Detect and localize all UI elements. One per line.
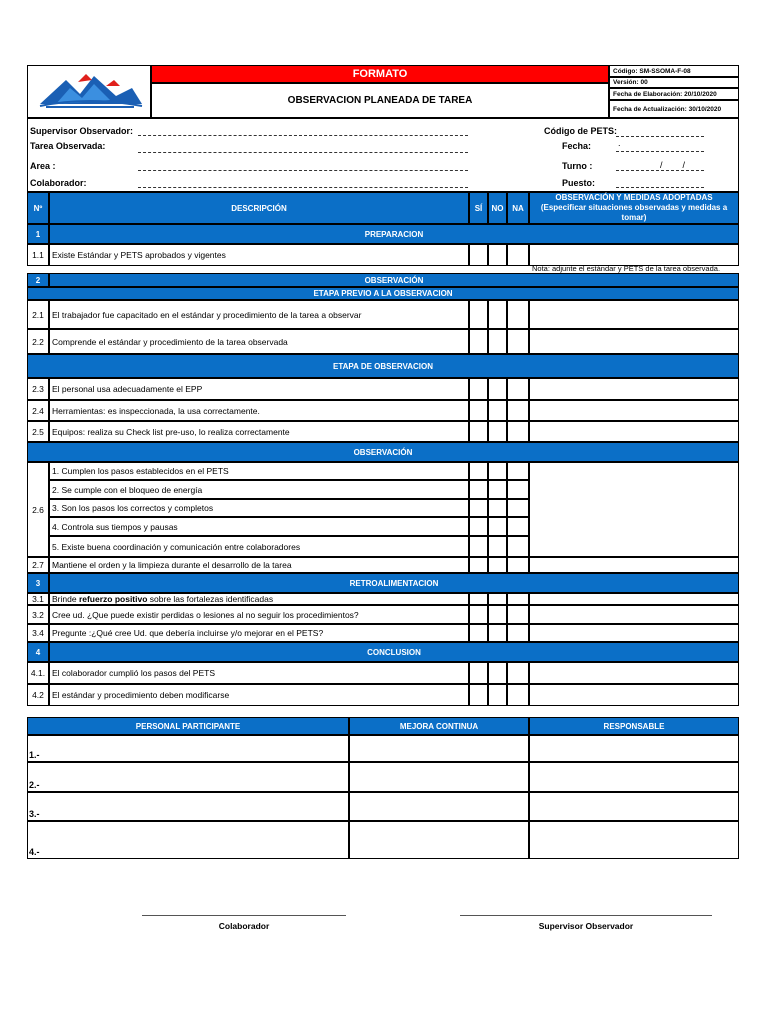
checkbox-si[interactable] [469, 244, 488, 266]
personal-participante-header: PERSONAL PARTICIPANTE [27, 717, 349, 735]
colaborador-signature-label: Colaborador [218, 921, 270, 931]
checkbox-no[interactable] [488, 462, 507, 480]
row-desc-part: sobre las fortalezas identificadas [147, 594, 274, 604]
checkbox-si[interactable] [469, 557, 488, 573]
checkbox-na[interactable] [507, 329, 529, 354]
checkbox-na[interactable] [507, 480, 529, 499]
section-conclusion: CONCLUSION [49, 642, 739, 662]
col-descripcion-header: DESCRIPCIÓN [49, 192, 469, 224]
checkbox-si[interactable] [469, 499, 488, 517]
col-na-header: NA [507, 192, 529, 224]
section-observacion-2: OBSERVACIÓN [27, 442, 739, 462]
participant-row[interactable] [27, 792, 349, 821]
row-desc: Cree ud. ¿Que puede existir perdidas o lesiones al no seguir los procedimientos? [49, 605, 469, 624]
row-desc: El trabajador fue capacitado en el estándar y procedimiento de la tarea a observar [49, 300, 469, 329]
observation-cell[interactable] [529, 462, 739, 557]
responsable-cell[interactable] [529, 735, 739, 762]
checkbox-no[interactable] [488, 480, 507, 499]
row-desc: Herramientas: es inspeccionada, la usa correctamente. [49, 400, 469, 421]
section-num: 2 [27, 273, 49, 287]
checkbox-na[interactable] [507, 400, 529, 421]
participant-number: 1.- [29, 750, 40, 760]
turno-field[interactable] [616, 170, 704, 171]
company-logo [28, 66, 150, 117]
checkbox-si[interactable] [469, 662, 488, 684]
step-item: 4. Controla sus tiempos y pausas [49, 517, 469, 536]
row-num: 2.2 [27, 329, 49, 354]
step-item: 2. Se cumple con el bloqueo de energía [49, 480, 469, 499]
observation-cell[interactable] [529, 244, 739, 266]
participant-number: 4.- [29, 847, 40, 857]
row-desc: Comprende el estándar y procedimiento de la tarea observada [49, 329, 469, 354]
observation-cell[interactable] [529, 557, 739, 573]
row-desc: Pregunte :¿Qué cree Ud. que debería incluirse y/o mejorar en el PETS? [49, 624, 469, 642]
row-desc-part: Brinde [52, 594, 79, 604]
checkbox-no[interactable] [488, 684, 507, 706]
row-num: 4.2 [27, 684, 49, 706]
step-item: 5. Existe buena coordinación y comunicación entre colaboradores [49, 536, 469, 557]
checkbox-si[interactable] [469, 462, 488, 480]
checkbox-si[interactable] [469, 480, 488, 499]
mejora-cell[interactable] [349, 762, 529, 792]
turno-separator: / / [660, 160, 686, 170]
fecha-field[interactable] [616, 151, 704, 152]
checkbox-si[interactable] [469, 605, 488, 624]
codigo-pets-field[interactable] [616, 136, 704, 137]
puesto-field[interactable] [616, 187, 704, 188]
observation-cell[interactable] [529, 684, 739, 706]
checkbox-na[interactable] [507, 624, 529, 642]
turno-label: Turno : [562, 161, 593, 171]
row-num: 3.1 [27, 593, 49, 605]
section-etapa-observacion: ETAPA DE OBSERVACION [27, 354, 739, 378]
row-desc [49, 593, 469, 605]
supervisor-field[interactable] [138, 135, 468, 136]
checkbox-si[interactable] [469, 378, 488, 400]
checkbox-na[interactable] [507, 684, 529, 706]
row-desc: Mantiene el orden y la limpieza durante el desarrollo de la tarea [49, 557, 469, 573]
row-desc: Equipos: realiza su Check list pre-uso, lo realiza correctamente [49, 421, 469, 442]
checkbox-na[interactable] [507, 593, 529, 605]
checkbox-si[interactable] [469, 517, 488, 536]
checkbox-no[interactable] [488, 624, 507, 642]
page-title: OBSERVACION PLANEADA DE TAREA [151, 83, 609, 118]
section-retroalimentacion: RETROALIMENTACION [49, 573, 739, 593]
checkbox-no[interactable] [488, 244, 507, 266]
formato-banner: FORMATO [151, 65, 609, 83]
checkbox-no[interactable] [488, 557, 507, 573]
responsable-header: RESPONSABLE [529, 717, 739, 735]
participant-row[interactable] [27, 735, 349, 762]
checkbox-si[interactable] [469, 593, 488, 605]
responsable-cell[interactable] [529, 792, 739, 821]
section-preparacion: PREPARACION [49, 224, 739, 244]
row-num: 2.5 [27, 421, 49, 442]
observation-cell[interactable] [529, 624, 739, 642]
participant-number: 3.- [29, 809, 40, 819]
fecha-label: Fecha: [562, 141, 592, 151]
responsable-cell[interactable] [529, 821, 739, 859]
row-desc: El personal usa adecuadamente el EPP [49, 378, 469, 400]
observation-cell[interactable] [529, 329, 739, 354]
checkbox-si[interactable] [469, 684, 488, 706]
checkbox-na[interactable] [507, 462, 529, 480]
observation-cell[interactable] [529, 605, 739, 624]
info-block [27, 118, 739, 192]
step-item: 3. Son los pasos los correctos y completos [49, 499, 469, 517]
observation-cell[interactable] [529, 378, 739, 400]
checkbox-si[interactable] [469, 536, 488, 557]
checkbox-na[interactable] [507, 517, 529, 536]
row-desc-bold: refuerzo positivo [78, 594, 148, 604]
checkbox-no[interactable] [488, 605, 507, 624]
codigo-label: Código: SM-SSOMA-F-08 [609, 65, 739, 77]
version-label: Versión: 00 [609, 77, 739, 88]
row-num: 3.2 [27, 605, 49, 624]
checkbox-na[interactable] [507, 421, 529, 442]
checkbox-si[interactable] [469, 421, 488, 442]
checkbox-na[interactable] [507, 499, 529, 517]
observation-cell[interactable] [529, 662, 739, 684]
fecha-actualizacion-label: Fecha de Actualización: 30/10/2020 [609, 100, 739, 118]
supervisor-signature-line[interactable] [460, 915, 712, 916]
checkbox-si[interactable] [469, 624, 488, 642]
observation-cell[interactable] [529, 593, 739, 605]
row-desc: El colaborador cumplió los pasos del PETS [49, 662, 469, 684]
checkbox-no[interactable] [488, 421, 507, 442]
checkbox-na[interactable] [507, 300, 529, 329]
row-num: 3.4 [27, 624, 49, 642]
checkbox-no[interactable] [488, 499, 507, 517]
mejora-continua-header: MEJORA CONTINUA [349, 717, 529, 735]
row-num: 4.1. [27, 662, 49, 684]
mejora-cell[interactable] [349, 735, 529, 762]
supervisor-signature-label: Supervisor Observador [538, 921, 634, 931]
section-observacion: OBSERVACIÓN [49, 273, 739, 287]
checkbox-si[interactable] [469, 300, 488, 329]
observation-cell[interactable] [529, 300, 739, 329]
mejora-cell[interactable] [349, 792, 529, 821]
puesto-label: Puesto: [562, 178, 596, 188]
participant-row[interactable] [27, 821, 349, 859]
checkbox-na[interactable] [507, 557, 529, 573]
area-field[interactable] [138, 170, 468, 171]
row-num: 1.1 [27, 244, 49, 266]
checkbox-no[interactable] [488, 536, 507, 557]
checkbox-si[interactable] [469, 329, 488, 354]
colaborador-label: Colaborador: [30, 178, 87, 188]
row-num: 2.4 [27, 400, 49, 421]
checkbox-no[interactable] [488, 329, 507, 354]
area-label: Area : [30, 161, 56, 171]
col-num-header: Nº [27, 192, 49, 224]
row-num: 2.1 [27, 300, 49, 329]
colaborador-field[interactable] [138, 187, 468, 188]
col-si-header: SÍ [469, 192, 488, 224]
checkbox-no[interactable] [488, 400, 507, 421]
section-num: 3 [27, 573, 49, 593]
checkbox-na[interactable] [507, 378, 529, 400]
section-num: 4 [27, 642, 49, 662]
row-num: 2.3 [27, 378, 49, 400]
checkbox-na[interactable] [507, 662, 529, 684]
row-desc: Existe Estándar y PETS aprobados y vigentes [49, 244, 469, 266]
participant-number: 2.- [29, 780, 40, 790]
section-etapa-previo: ETAPA PREVIO A LA OBSERVACION [27, 287, 739, 300]
checkbox-na[interactable] [507, 536, 529, 557]
colaborador-signature-line[interactable] [142, 915, 346, 916]
col-observacion-header: OBSERVACIÓN Y MEDIDAS ADOPTADAS (Especificar situaciones observadas y medidas a tomar) [529, 192, 739, 224]
supervisor-label: Supervisor Observador: [30, 126, 134, 136]
tarea-label: Tarea Observada: [30, 141, 106, 151]
row-num: 2.7 [27, 557, 49, 573]
step-item: 1. Cumplen los pasos establecidos en el PETS [49, 462, 469, 480]
logo-cell [27, 65, 151, 118]
checkbox-no[interactable] [488, 300, 507, 329]
nota-text: Nota: adjunte el estándar y PETS de la tarea observada. [532, 264, 721, 273]
fecha-elaboracion-label: Fecha de Elaboración: 20/10/2020 [609, 88, 739, 100]
observation-cell[interactable] [529, 400, 739, 421]
codigo-pets-label: Código de PETS: [544, 126, 617, 136]
checkbox-no[interactable] [488, 593, 507, 605]
mejora-cell[interactable] [349, 821, 529, 859]
checkbox-na[interactable] [507, 244, 529, 266]
row-desc: El estándar y procedimiento deben modificarse [49, 684, 469, 706]
responsable-cell[interactable] [529, 762, 739, 792]
section-num: 1 [27, 224, 49, 244]
checkbox-no[interactable] [488, 378, 507, 400]
participant-row[interactable] [27, 762, 349, 792]
fecha-value: . [618, 138, 621, 148]
col-no-header: NO [488, 192, 507, 224]
row-num: 2.6 [27, 462, 49, 557]
checkbox-no[interactable] [488, 517, 507, 536]
checkbox-si[interactable] [469, 400, 488, 421]
tarea-field[interactable] [138, 152, 468, 153]
checkbox-no[interactable] [488, 662, 507, 684]
observation-cell[interactable] [529, 421, 739, 442]
checkbox-na[interactable] [507, 605, 529, 624]
